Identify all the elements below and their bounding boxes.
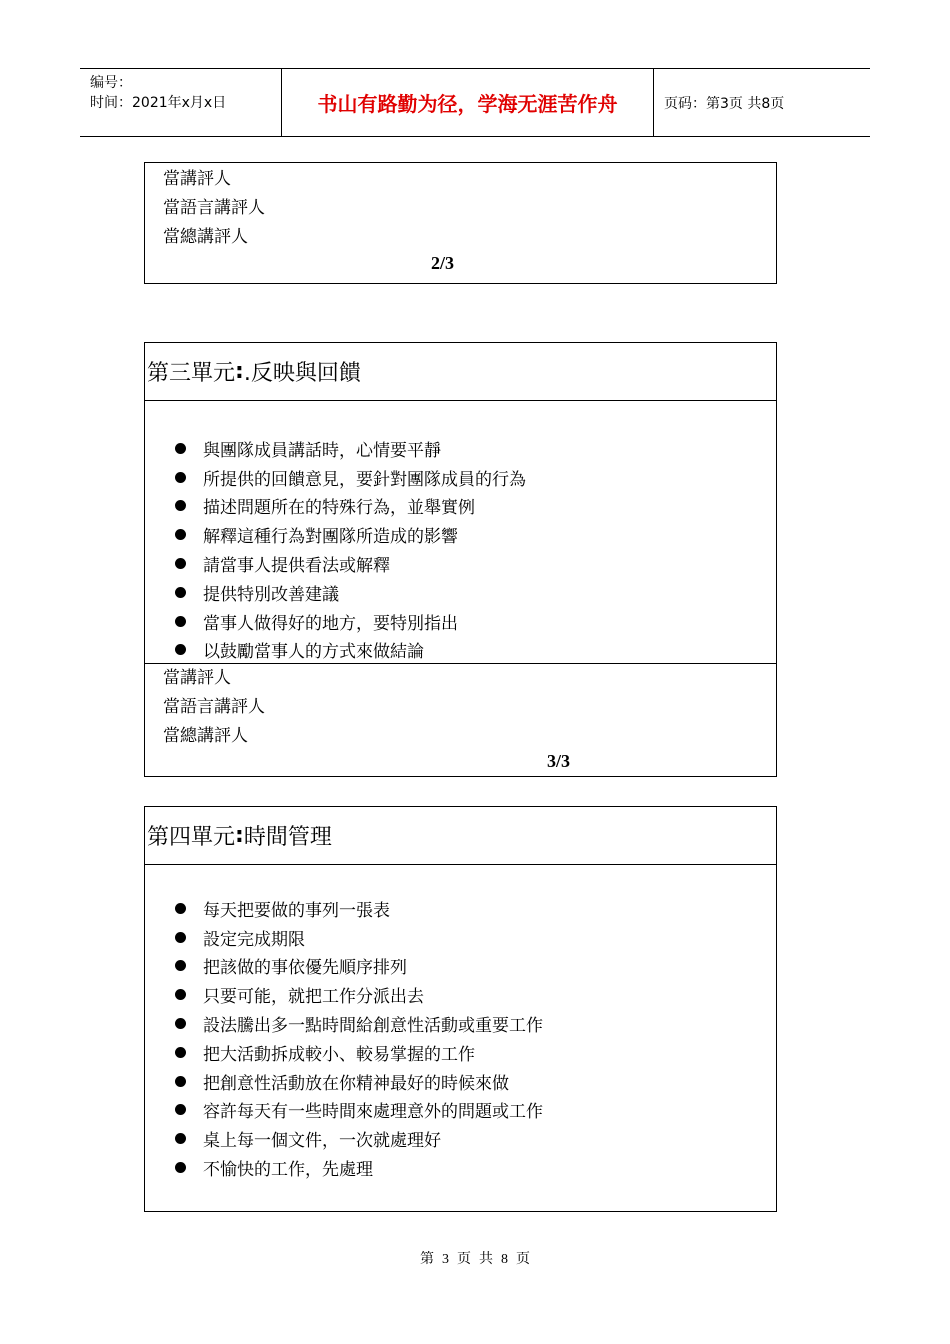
bullet-icon [175, 558, 186, 569]
section-2-end-box [144, 162, 777, 284]
reviewer-list [145, 163, 776, 252]
date-label: 时间：2021年x月x日 [90, 95, 227, 111]
section-title [145, 343, 776, 401]
list-item: 解釋這種行為對團隊所造成的影響 [175, 520, 776, 549]
bullet-list [145, 401, 776, 664]
bullet-list [145, 865, 776, 1182]
list-item: 以鼓勵當事人的方式來做結論 [175, 636, 776, 665]
list-item: 只要可能，就把工作分派出去 [175, 980, 776, 1009]
bullet-icon [175, 903, 186, 914]
page-fraction: 2/3 [431, 253, 455, 273]
motto: 书山有路勤为径，学海无涯苦作舟 [281, 69, 654, 136]
bullet-icon [175, 500, 186, 511]
list-item: 桌上每一個文件，一次就處理好 [175, 1124, 776, 1153]
bullet-icon [175, 1133, 186, 1144]
section-title [145, 807, 776, 865]
header-meta [80, 69, 281, 136]
list-item: 把大活動拆成較小、較易掌握的工作 [175, 1038, 776, 1067]
bullet-icon [175, 989, 186, 1000]
title-prefix: 第三單元 [147, 361, 236, 386]
bullet-icon [175, 644, 186, 655]
bullet-icon [175, 960, 186, 971]
list-item: 所提供的回饋意見，要針對團隊成員的行為 [175, 463, 776, 492]
reviewer-line: 當語言講評人 [163, 697, 265, 717]
list-item: 把該做的事依優先順序排列 [175, 952, 776, 981]
list-item: 描述問題所在的特殊行為，並舉實例 [175, 492, 776, 521]
reviewer-line: 當講評人 [163, 169, 231, 189]
page-footer: 第 3 页 共 8 页 [420, 1252, 530, 1267]
bullet-icon [175, 1047, 186, 1058]
bullet-icon [175, 587, 186, 598]
list-item: 請當事人提供看法或解釋 [175, 549, 776, 578]
reviewer-line: 當總講評人 [163, 726, 248, 746]
page-header [80, 68, 870, 137]
page-indicator: 页码：第3页 共8页 [664, 95, 785, 112]
reviewer-line: 當講評人 [163, 668, 231, 688]
bullet-icon [175, 1104, 186, 1115]
bullet-icon [175, 443, 186, 454]
section-4-box [144, 806, 777, 1212]
list-item: 不愉快的工作，先處理 [175, 1153, 776, 1182]
list-item: 提供特別改善建議 [175, 578, 776, 607]
bullet-icon [175, 932, 186, 943]
list-item: 把創意性活動放在你精神最好的時候來做 [175, 1067, 776, 1096]
section-3-box [144, 342, 777, 777]
title-text: .反映與回饋 [243, 361, 361, 386]
title-prefix: 第四單元 [147, 825, 236, 850]
list-item: 與團隊成員講話時，心情要平靜 [175, 434, 776, 463]
reviewer-line: 當總講評人 [163, 227, 248, 247]
bullet-icon [175, 1076, 186, 1087]
bullet-icon [175, 1018, 186, 1029]
bullet-icon [175, 529, 186, 540]
title-colon: : [235, 823, 244, 848]
list-item: 當事人做得好的地方，要特別指出 [175, 607, 776, 636]
list-item: 設定完成期限 [175, 923, 776, 952]
bullet-icon [175, 472, 186, 483]
bullet-icon [175, 616, 186, 627]
number-label: 编号： [90, 75, 132, 91]
list-item: 每天把要做的事列一張表 [175, 894, 776, 923]
title-text: 時間管理 [243, 825, 332, 850]
reviewer-list [145, 664, 776, 751]
reviewer-line: 當語言講評人 [163, 198, 265, 218]
list-item: 設法騰出多一點時間給創意性活動或重要工作 [175, 1009, 776, 1038]
title-colon: : [235, 359, 244, 384]
bullet-icon [175, 1162, 186, 1173]
page-fraction: 3/3 [547, 751, 571, 771]
list-item: 容許每天有一些時間來處理意外的問題或工作 [175, 1096, 776, 1125]
